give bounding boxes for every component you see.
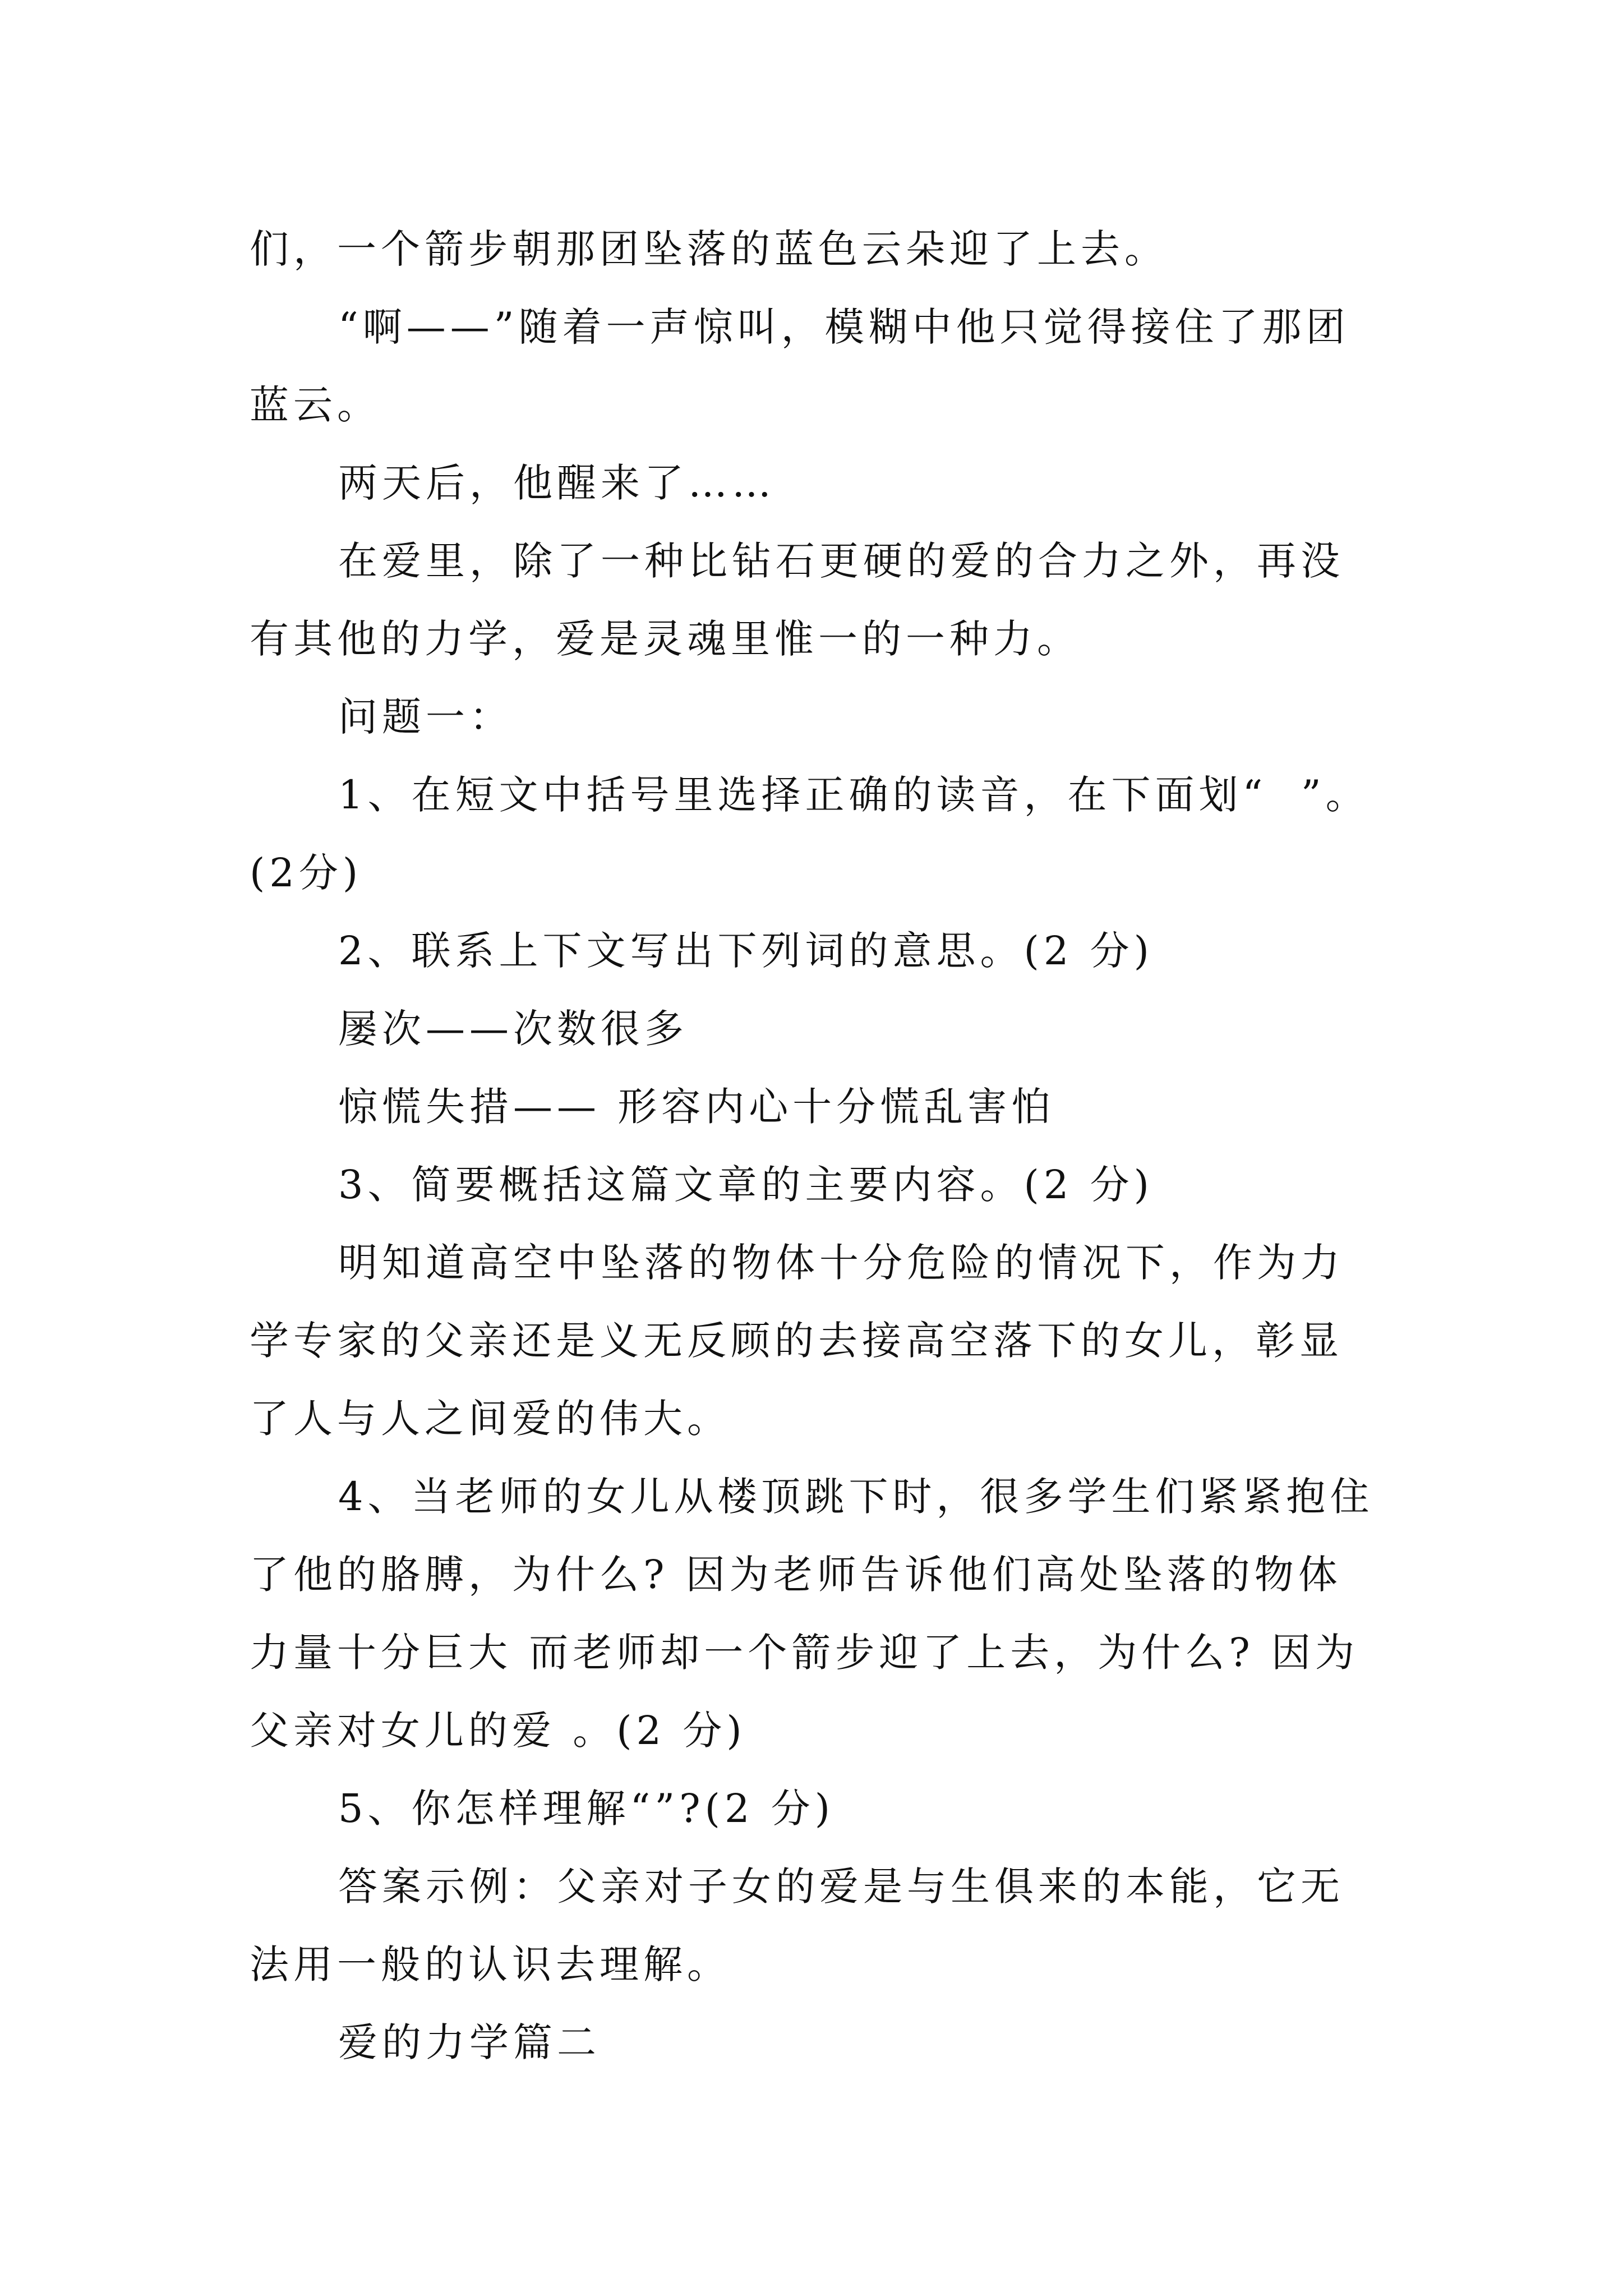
answer-5: 答案示例：父亲对子女的爱是与生俱来的本能，它无法用一般的认识去理解。 bbox=[250, 1864, 1344, 1987]
section-title: 爱的力学篇二 bbox=[338, 2019, 601, 2065]
answer-3: 明知道高空中坠落的物体十分危险的情况下，作为力学专家的父亲还是义无反顾的去接高空落下的女儿，彰显了人与人之间爱的伟大。 bbox=[250, 1240, 1344, 1442]
paragraph-exclamation: “啊——”随着一声惊叫，模糊中他只觉得接住了那团蓝云。 bbox=[250, 304, 1350, 428]
question-4: 4、当老师的女儿从楼顶跳下时，很多学生们紧紧抱住了他的胳膊，为什么? 因为老师告诉他们高处坠落的物体力量十分巨大 而老师却一个箭步迎了上去，为什么? 因为父亲对女儿的爱 。(2 分) bbox=[250, 1474, 1374, 1754]
paragraph-love-mechanics: 在爱里，除了一种比钻石更硬的爱的合力之外，再没有其他的力学，爱是灵魂里惟一的一种力。 bbox=[250, 538, 1344, 662]
question-5: 5、你怎样理解“”?(2 分) bbox=[338, 1786, 835, 1832]
paragraph-two-days-later: 两天后，他醒来了…… bbox=[338, 460, 776, 506]
document-body bbox=[250, 210, 1385, 2082]
answer-2a: 屡次——次数很多 bbox=[338, 1006, 688, 1052]
question-3: 3、简要概括这篇文章的主要内容。(2 分) bbox=[338, 1162, 1154, 1208]
answer-2b: 惊慌失措—— 形容内心十分慌乱害怕 bbox=[338, 1084, 1055, 1130]
question-2: 2、联系上下文写出下列词的意思。(2 分) bbox=[338, 928, 1154, 974]
paragraph-continuation: 们，一个箭步朝那团坠落的蓝色云朵迎了上去。 bbox=[250, 226, 1168, 272]
question-heading: 问题一： bbox=[338, 694, 513, 740]
question-1: 1、在短文中括号里选择正确的读音，在下面划“ ”。(2分) bbox=[250, 772, 1370, 896]
